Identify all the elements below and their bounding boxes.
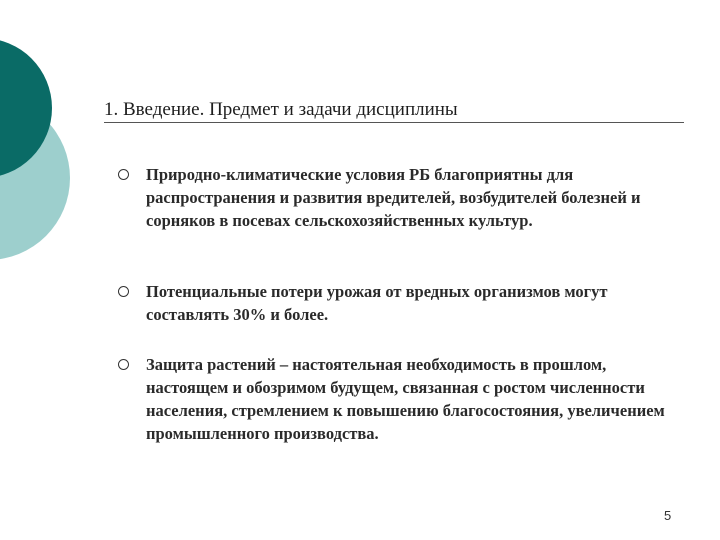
bullet-text: Защита растений – настоятельная необходимость в прошлом, настоящем и обозримом будущем, связанная с ростом численности населения, стремлением к повышению благосостояния, увеличением промышленного производства. [146,355,665,443]
bullet-text: Потенциальные потери урожая от вредных организмов могут составлять 30% и более. [146,282,608,324]
page-number: 5 [664,508,672,523]
bullet-item [118,280,678,326]
slide-title: 1. Введение. Предмет и задачи дисциплины [104,98,684,123]
bullet-item [118,353,678,445]
bullet-item [118,163,678,232]
decorative-circles [0,0,80,290]
circle-bullet-icon [118,169,129,180]
bullet-text: Природно-климатические условия РБ благоприятны для распространения и развития вредителей, возбудителей болезней и сорняков в посевах сельскохозяйственных культур. [146,165,641,230]
circle-bullet-icon [118,359,129,370]
circle-bullet-icon [118,286,129,297]
